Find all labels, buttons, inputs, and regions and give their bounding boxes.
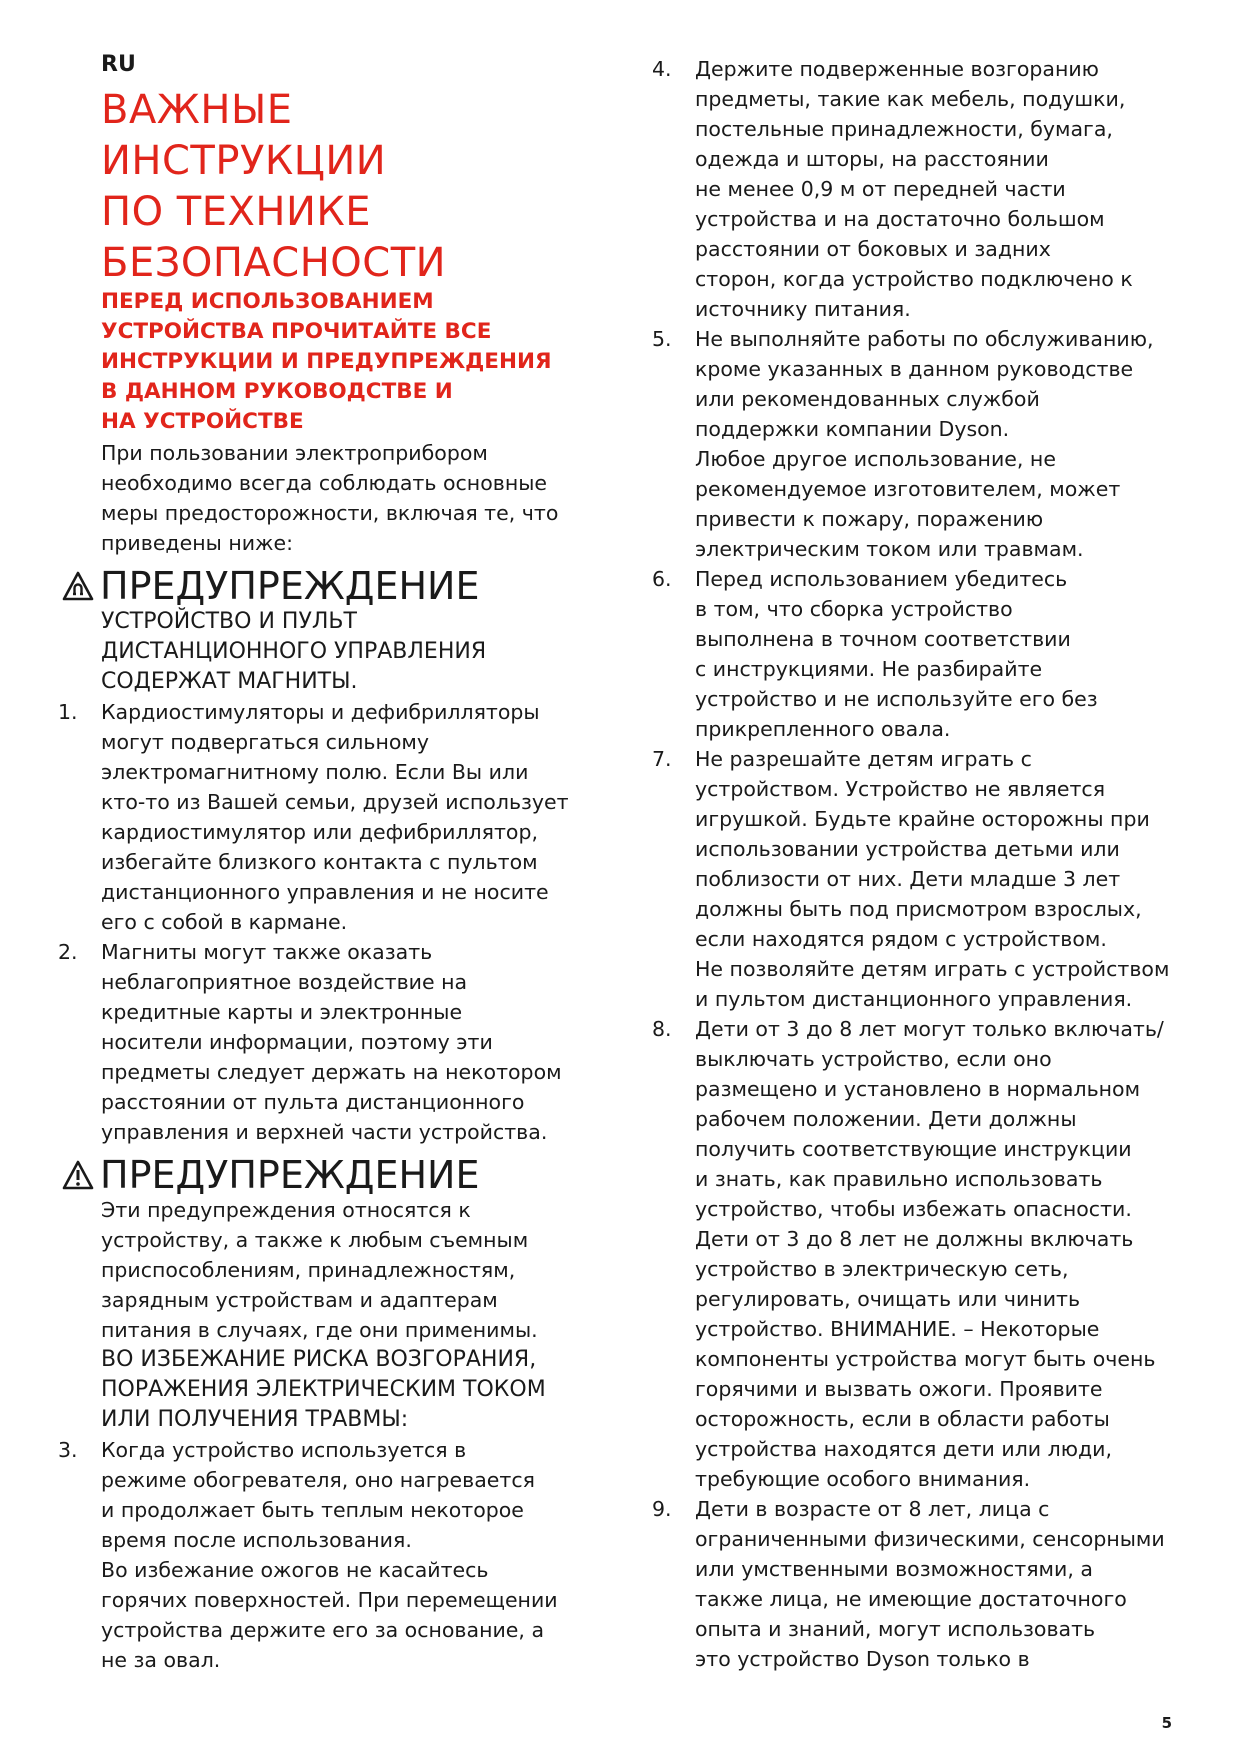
text-line: электрическим током или травмам. (695, 537, 1084, 561)
text-line: устройство в электрическую сеть, (695, 1257, 1069, 1281)
text-line: Эти предупреждения относятся к (101, 1198, 471, 1222)
title-line: ИНСТРУКЦИИ (101, 138, 387, 184)
text-line: постельные принадлежности, бумага, (695, 117, 1113, 141)
text-line: Держите подверженные возгоранию (695, 57, 1099, 81)
text-line: опыта и знаний, могут использовать (695, 1617, 1096, 1641)
item-number: 4. (652, 57, 672, 81)
text-line: одежда и шторы, на расстоянии (695, 147, 1049, 171)
text-line: кредитные карты и электронные (101, 1000, 463, 1024)
text-line: и пультом дистанционного управления. (695, 987, 1133, 1011)
text-line: привести к пожару, поражению (695, 507, 1044, 531)
text-line: это устройство Dyson только в (695, 1647, 1030, 1671)
item-number: 3. (58, 1438, 78, 1462)
text-line: его с собой в кармане. (101, 910, 348, 934)
item-number: 5. (652, 327, 672, 351)
text-line: устройства и на достаточно большом (695, 207, 1105, 231)
item-number: 8. (652, 1017, 672, 1041)
text-line: Не разрешайте детям играть с (695, 747, 1032, 771)
text-line: если находятся рядом с устройством. (695, 927, 1107, 951)
text-line: компоненты устройства могут быть очень (695, 1347, 1156, 1371)
caps-line: ВО ИЗБЕЖАНИЕ РИСКА ВОЗГОРАНИЯ, (101, 1347, 537, 1372)
text-line: в том, что сборка устройство (695, 597, 1013, 621)
text-line: дистанционного управления и не носите (101, 880, 549, 904)
text-line: использовании устройства детьми или (695, 837, 1120, 861)
text-line: выключать устройство, если оно (695, 1047, 1052, 1071)
subtitle-line: В ДАННОМ РУКОВОДСТВЕ И (101, 379, 453, 404)
language-code: RU (101, 52, 136, 77)
caps-line: ДИСТАНЦИОННОГО УПРАВЛЕНИЯ (101, 639, 487, 664)
caps-line: ПОРАЖЕНИЯ ЭЛЕКТРИЧЕСКИМ ТОКОМ (101, 1377, 546, 1402)
text-line: горячими и вызвать ожоги. Проявите (695, 1377, 1103, 1401)
text-line: приспособлениям, принадлежностям, (101, 1258, 516, 1282)
text-line: или умственными возможностями, а (695, 1557, 1093, 1581)
subtitle-line: ПЕРЕД ИСПОЛЬЗОВАНИЕМ (101, 289, 434, 314)
item-number: 7. (652, 747, 672, 771)
item-number: 2. (58, 940, 78, 964)
text-line: источнику питания. (695, 297, 911, 321)
text-line: Не выполняйте работы по обслуживанию, (695, 327, 1154, 351)
title-line: ВАЖНЫЕ (101, 87, 293, 133)
text-line: Перед использованием убедитесь (695, 567, 1068, 591)
text-line: кто-то из Вашей семьи, друзей использует (101, 790, 569, 814)
text-line: могут подвергаться сильному (101, 730, 429, 754)
text-line: устройства находятся дети или люди, (695, 1437, 1113, 1461)
text-line: предметы следует держать на некотором (101, 1060, 562, 1084)
warning-heading-text: ПРЕДУПРЕЖДЕНИЕ (100, 564, 480, 608)
text-line: неблагоприятное воздействие на (101, 970, 468, 994)
text-line: необходимо всегда соблюдать основные (101, 471, 548, 495)
page-number: 5 (1161, 1714, 1172, 1732)
text-line: также лица, не имеющие достаточного (695, 1587, 1127, 1611)
text-line: время после использования. (101, 1528, 412, 1552)
text-line: управления и верхней части устройства. (101, 1120, 548, 1144)
item-number: 6. (652, 567, 672, 591)
text-line: осторожность, если в области работы (695, 1407, 1110, 1431)
text-line: Дети в возрасте от 8 лет, лица с (695, 1497, 1050, 1521)
text-line: и знать, как правильно использовать (695, 1167, 1103, 1191)
warning-heading-text: ПРЕДУПРЕЖДЕНИЕ (100, 1153, 480, 1197)
text-line: приведены ниже: (101, 531, 294, 555)
text-line: кардиостимулятор или дефибриллятор, (101, 820, 539, 844)
warning-heading-magnets (62, 563, 479, 609)
text-line: рабочем положении. Дети должны (695, 1107, 1077, 1131)
text-line: поддержки компании Dyson. (695, 417, 1010, 441)
text-line: Кардиостимуляторы и дефибрилляторы (101, 700, 540, 724)
subtitle-line: УСТРОЙСТВА ПРОЧИТАЙТЕ ВСЕ (101, 319, 492, 344)
text-line: При пользовании электроприбором (101, 441, 488, 465)
text-line: регулировать, очищать или чинить (695, 1287, 1081, 1311)
caps-line: ИЛИ ПОЛУЧЕНИЯ ТРАВМЫ: (101, 1407, 409, 1432)
text-line: прикрепленного овала. (695, 717, 951, 741)
text-line: избегайте близкого контакта с пультом (101, 850, 538, 874)
text-line: ограниченными физическими, сенсорными (695, 1527, 1165, 1551)
caps-line: УСТРОЙСТВО И ПУЛЬТ (101, 609, 357, 634)
text-line: и продолжает быть теплым некоторое (101, 1498, 524, 1522)
title-line: БЕЗОПАСНОСТИ (101, 240, 447, 286)
text-line: питания в случаях, где они применимы. (101, 1318, 538, 1342)
item-number: 1. (58, 700, 78, 724)
text-line: требующие особого внимания. (695, 1467, 1031, 1491)
text-line: должны быть под присмотром взрослых, (695, 897, 1142, 921)
text-line: Дети от 3 до 8 лет не должны включать (695, 1227, 1134, 1251)
text-line: или рекомендованных службой (695, 387, 1040, 411)
text-line: расстоянии от боковых и задних (695, 237, 1051, 261)
text-line: устройство, чтобы избежать опасности. (695, 1197, 1132, 1221)
text-line: горячих поверхностей. При перемещении (101, 1588, 558, 1612)
text-line: режиме обогревателя, оно нагревается (101, 1468, 535, 1492)
text-line: с инструкциями. Не разбирайте (695, 657, 1043, 681)
text-line: устройством. Устройство не является (695, 777, 1106, 801)
text-line: Любое другое использование, не (695, 447, 1056, 471)
text-line: устройство. ВНИМАНИЕ. – Некоторые (695, 1317, 1100, 1341)
text-line: поблизости от них. Дети младше 3 лет (695, 867, 1121, 891)
warning-heading-general (62, 1152, 479, 1198)
text-line: носители информации, поэтому эти (101, 1030, 493, 1054)
text-line: меры предосторожности, включая те, что (101, 501, 559, 525)
text-line: рекомендуемое изготовителем, может (695, 477, 1121, 501)
text-line: устройству, а также к любым съемным (101, 1228, 529, 1252)
text-line: устройство и не используйте его без (695, 687, 1098, 711)
exclamation-warning-icon (62, 1160, 94, 1190)
text-line: зарядным устройствам и адаптерам (101, 1288, 498, 1312)
text-line: игрушкой. Будьте крайне осторожны при (695, 807, 1150, 831)
title-line: ПО ТЕХНИКЕ (101, 189, 372, 235)
text-line: не за овал. (101, 1648, 221, 1672)
subtitle-line: ИНСТРУКЦИИ И ПРЕДУПРЕЖДЕНИЯ (101, 349, 552, 374)
text-line: предметы, такие как мебель, подушки, (695, 87, 1126, 111)
text-line: не менее 0,9 м от передней части (695, 177, 1066, 201)
text-line: получить соответствующие инструкции (695, 1137, 1132, 1161)
subtitle-line: НА УСТРОЙСТВЕ (101, 409, 304, 434)
text-line: устройства держите его за основание, а (101, 1618, 545, 1642)
text-line: Когда устройство используется в (101, 1438, 467, 1462)
text-line: расстоянии от пульта дистанционного (101, 1090, 525, 1114)
text-line: кроме указанных в данном руководстве (695, 357, 1134, 381)
text-line: сторон, когда устройство подключено к (695, 267, 1133, 291)
caps-line: СОДЕРЖАТ МАГНИТЫ. (101, 669, 358, 694)
text-line: Не позволяйте детям играть с устройством (695, 957, 1170, 981)
text-line: электромагнитному полю. Если Вы или (101, 760, 529, 784)
text-line: Магниты могут также оказать (101, 940, 433, 964)
text-line: размещено и установлено в нормальном (695, 1077, 1141, 1101)
text-line: Во избежание ожогов не касайтесь (101, 1558, 489, 1582)
magnet-warning-icon (62, 571, 94, 601)
item-number: 9. (652, 1497, 672, 1521)
text-line: Дети от 3 до 8 лет могут только включать/ (695, 1017, 1164, 1041)
text-line: выполнена в точном соответствии (695, 627, 1071, 651)
